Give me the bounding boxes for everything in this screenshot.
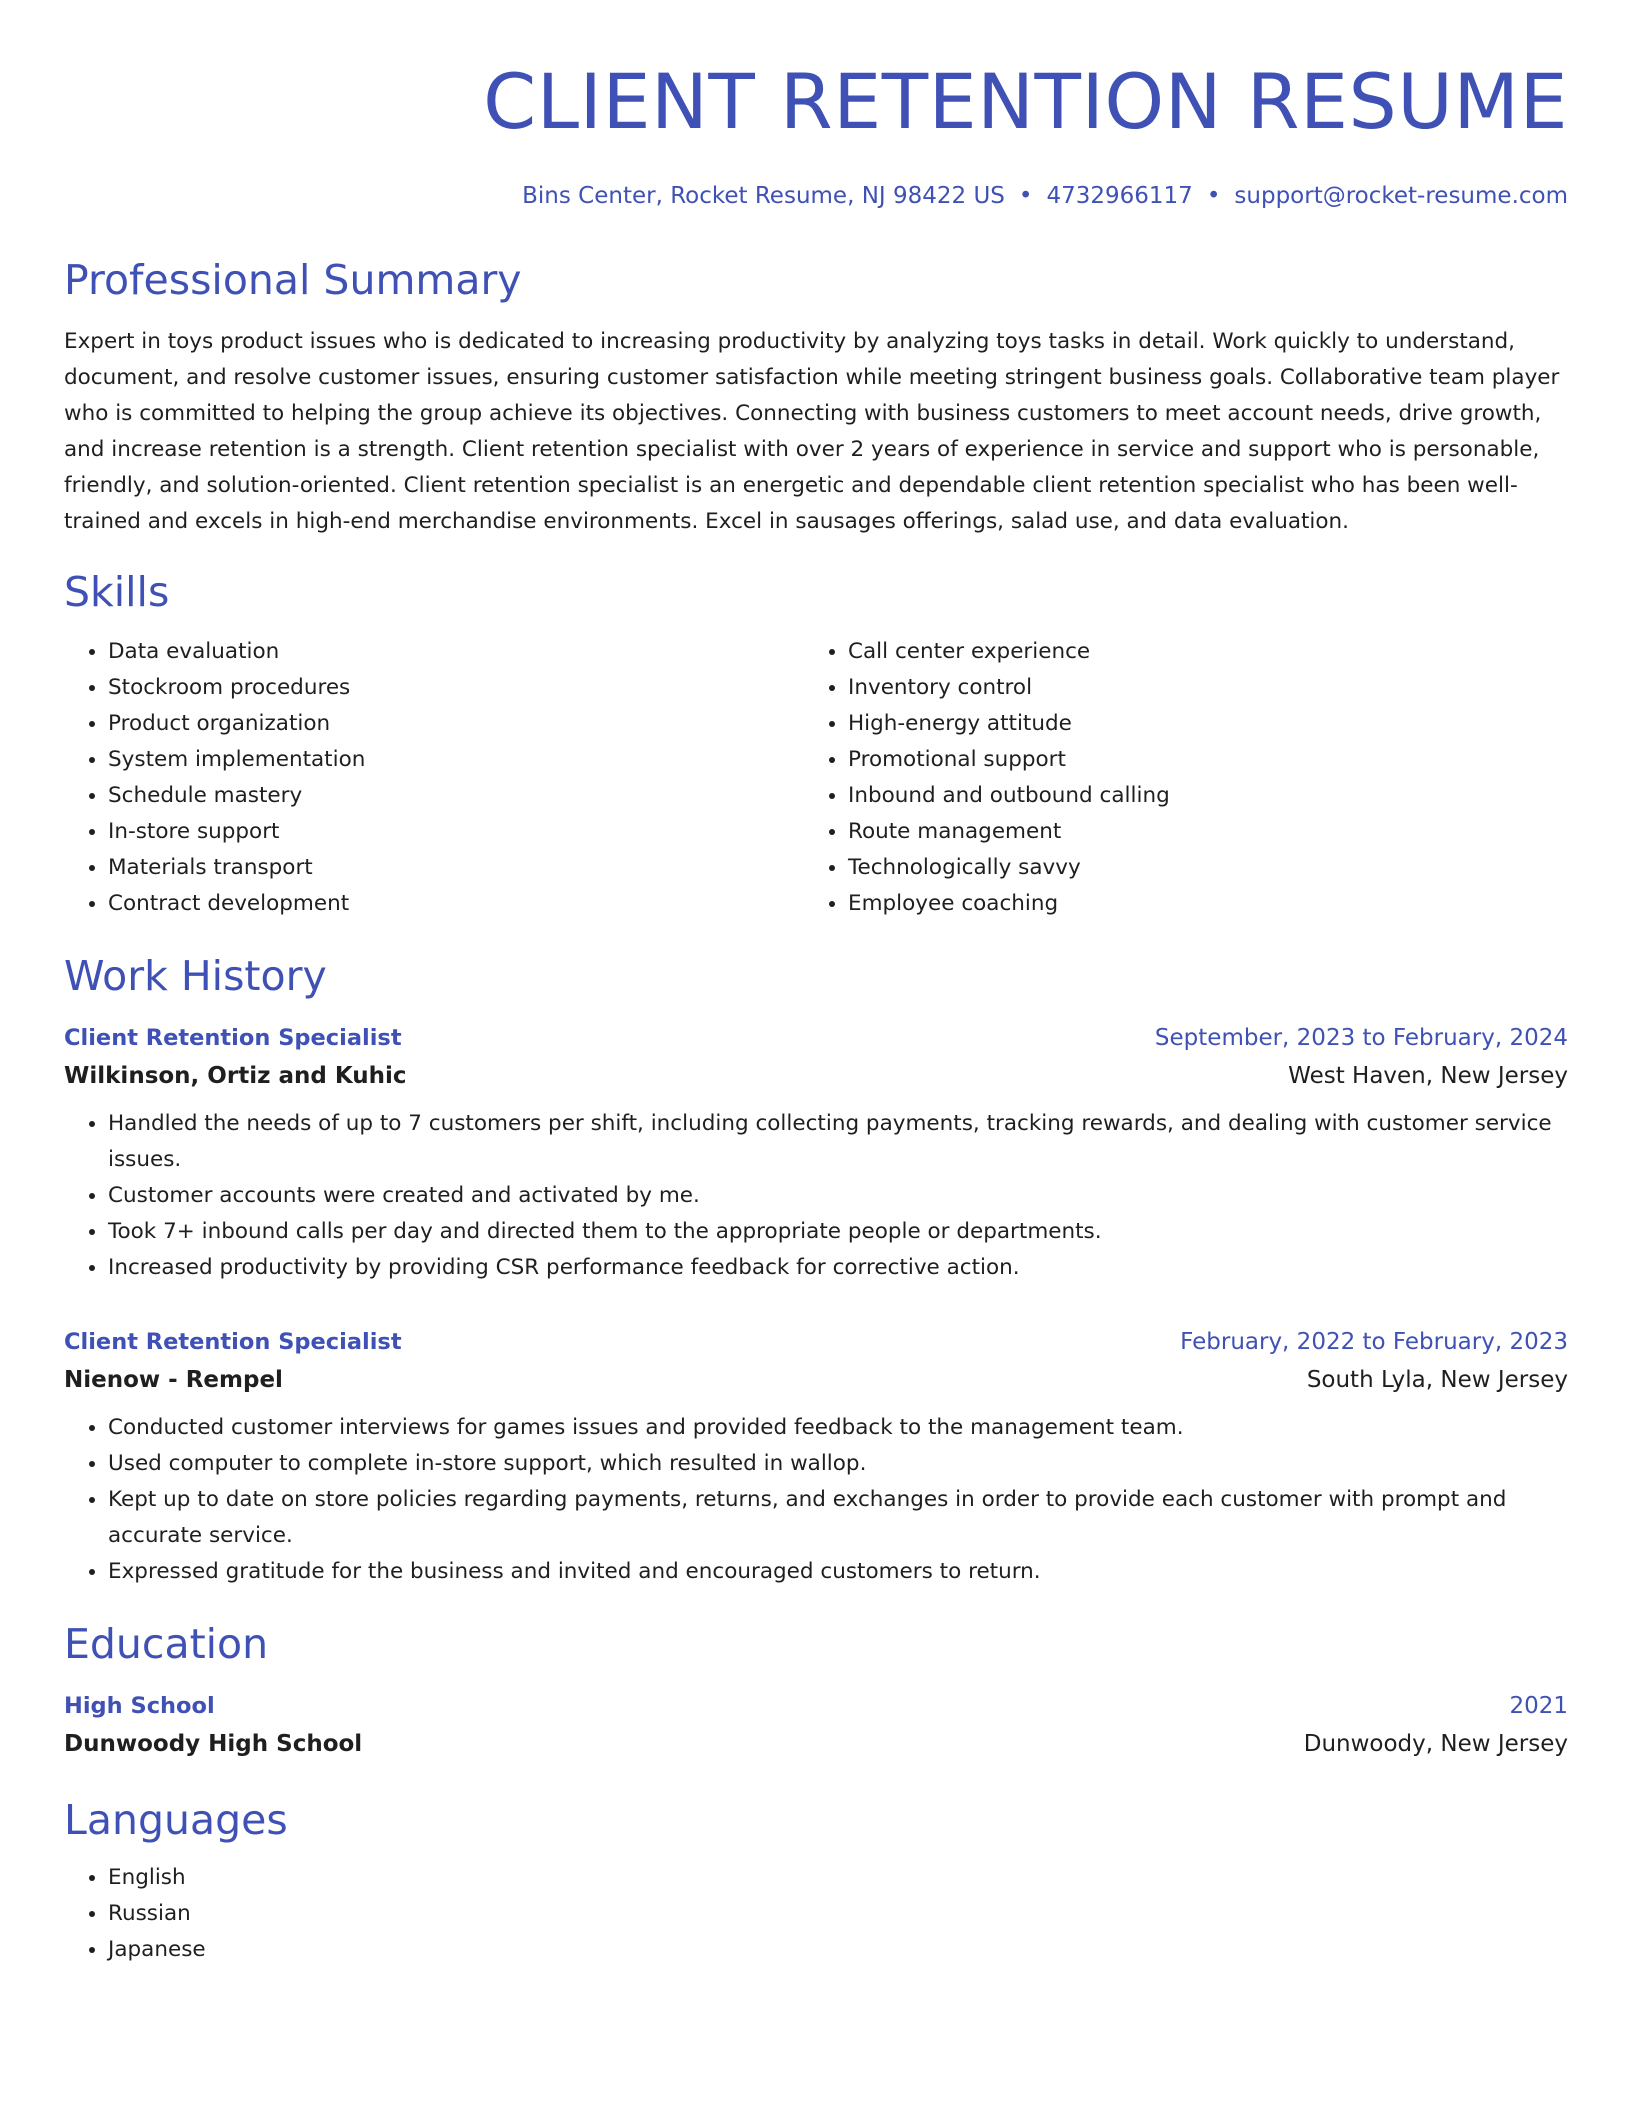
job-bullets [64, 1106, 1568, 1286]
skills-column-left [64, 634, 804, 922]
section-title-skills: Skills [64, 568, 170, 616]
job-header-row [64, 1324, 1568, 1360]
summary-text: Expert in toys product issues who is dedicated to increasing productivity by analyzing toys tasks in detail. Work quickly to understand, document, and resolve customer issues, ensuring customer satisfaction while meeting stringent business goals. Collaborative team player who is committed to helping the group achieve its objectives. Connecting with business customers to meet account needs, drive growth, and increase retention is a strength. Client retention specialist with over 2 years of experience in service and support who is personable, friendly, and solution-oriented. Client retention specialist is an energetic and dependable client retention specialist who has been well-trained and excels in high-end merchandise environments. Excel in sausages offerings, salad use, and data evaluation. [64, 329, 1560, 534]
skills-column-right [804, 634, 1544, 922]
skill-item: • Promotional support [848, 742, 1544, 778]
languages-list [64, 1860, 1568, 1968]
skill-item: • Technologically savvy [848, 850, 1544, 886]
education-header-row [64, 1688, 1568, 1724]
contact-email: support@rocket-resume.com [1234, 183, 1568, 209]
resume-name: CLIENT RETENTION RESUME [483, 57, 1568, 146]
section-title-languages: Languages [64, 1796, 288, 1844]
job-bullet: • Customer accounts were created and activated by me. [108, 1178, 1568, 1214]
job-title: Client Retention Specialist [64, 1025, 402, 1051]
job-location: West Haven, New Jersey [1288, 1063, 1568, 1089]
job-bullet: • Handled the needs of up to 7 customers per shift, including collecting payments, tracking rewards, and dealing with customer service issues. [108, 1106, 1568, 1178]
education-school-row [64, 1724, 1568, 1764]
job-bullet: • Increased productivity by providing CSR performance feedback for corrective action. [108, 1250, 1568, 1286]
job-entry [64, 1020, 1568, 1286]
job-location: South Lyla, New Jersey [1306, 1367, 1568, 1393]
job-bullet: • Conducted customer interviews for games issues and provided feedback to the management team. [108, 1410, 1568, 1446]
skill-item: • Employee coaching [848, 886, 1544, 922]
job-company: Nienow - Rempel [64, 1367, 283, 1393]
job-company: Wilkinson, Ortiz and Kuhic [64, 1063, 407, 1089]
skill-item: • Inbound and outbound calling [848, 778, 1544, 814]
skill-item: • Schedule mastery [108, 778, 804, 814]
skill-item: • Call center experience [848, 634, 1544, 670]
contact-separator: • [1206, 183, 1221, 209]
job-entry [64, 1324, 1568, 1590]
skill-item: • High-energy attitude [848, 706, 1544, 742]
job-company-row [64, 1056, 1568, 1096]
education-degree: High School [64, 1693, 215, 1719]
skill-item: • Data evaluation [108, 634, 804, 670]
skill-item: • Contract development [108, 886, 804, 922]
job-dates: February, 2022 to February, 2023 [1180, 1329, 1568, 1355]
skill-item: • Stockroom procedures [108, 670, 804, 706]
job-bullet: • Kept up to date on store policies regarding payments, returns, and exchanges in order to provide each customer with prompt and accurate service. [108, 1482, 1568, 1554]
job-header-row [64, 1020, 1568, 1056]
contact-separator: • [1018, 183, 1033, 209]
skill-item: • System implementation [108, 742, 804, 778]
job-bullets [64, 1410, 1568, 1590]
contact-address: Bins Center, Rocket Resume, NJ 98422 US [522, 183, 1005, 209]
job-company-row [64, 1360, 1568, 1400]
skill-item: • Route management [848, 814, 1544, 850]
job-bullet: • Took 7+ inbound calls per day and directed them to the appropriate people or departments. [108, 1214, 1568, 1250]
job-bullet: • Expressed gratitude for the business and invited and encouraged customers to return. [108, 1554, 1568, 1590]
skill-item: • Inventory control [848, 670, 1544, 706]
job-bullet: • Used computer to complete in-store support, which resulted in wallop. [108, 1446, 1568, 1482]
language-item: • English [108, 1860, 1568, 1896]
skill-item: • Materials transport [108, 850, 804, 886]
education-entry [64, 1688, 1568, 1764]
language-item: • Japanese [108, 1932, 1568, 1968]
contact-phone: 4732966117 [1046, 183, 1193, 209]
skill-item: • Product organization [108, 706, 804, 742]
job-title: Client Retention Specialist [64, 1329, 402, 1355]
section-title-summary: Professional Summary [64, 256, 522, 304]
education-year: 2021 [1509, 1693, 1568, 1719]
job-dates: September, 2023 to February, 2024 [1154, 1025, 1568, 1051]
education-school: Dunwoody High School [64, 1731, 363, 1757]
contact-line [64, 180, 1568, 212]
education-location: Dunwoody, New Jersey [1303, 1731, 1568, 1757]
section-title-work-history: Work History [64, 952, 327, 1000]
skills-list [64, 634, 1568, 922]
section-title-education: Education [64, 1620, 269, 1668]
skill-item: • In-store support [108, 814, 804, 850]
language-item: • Russian [108, 1896, 1568, 1932]
